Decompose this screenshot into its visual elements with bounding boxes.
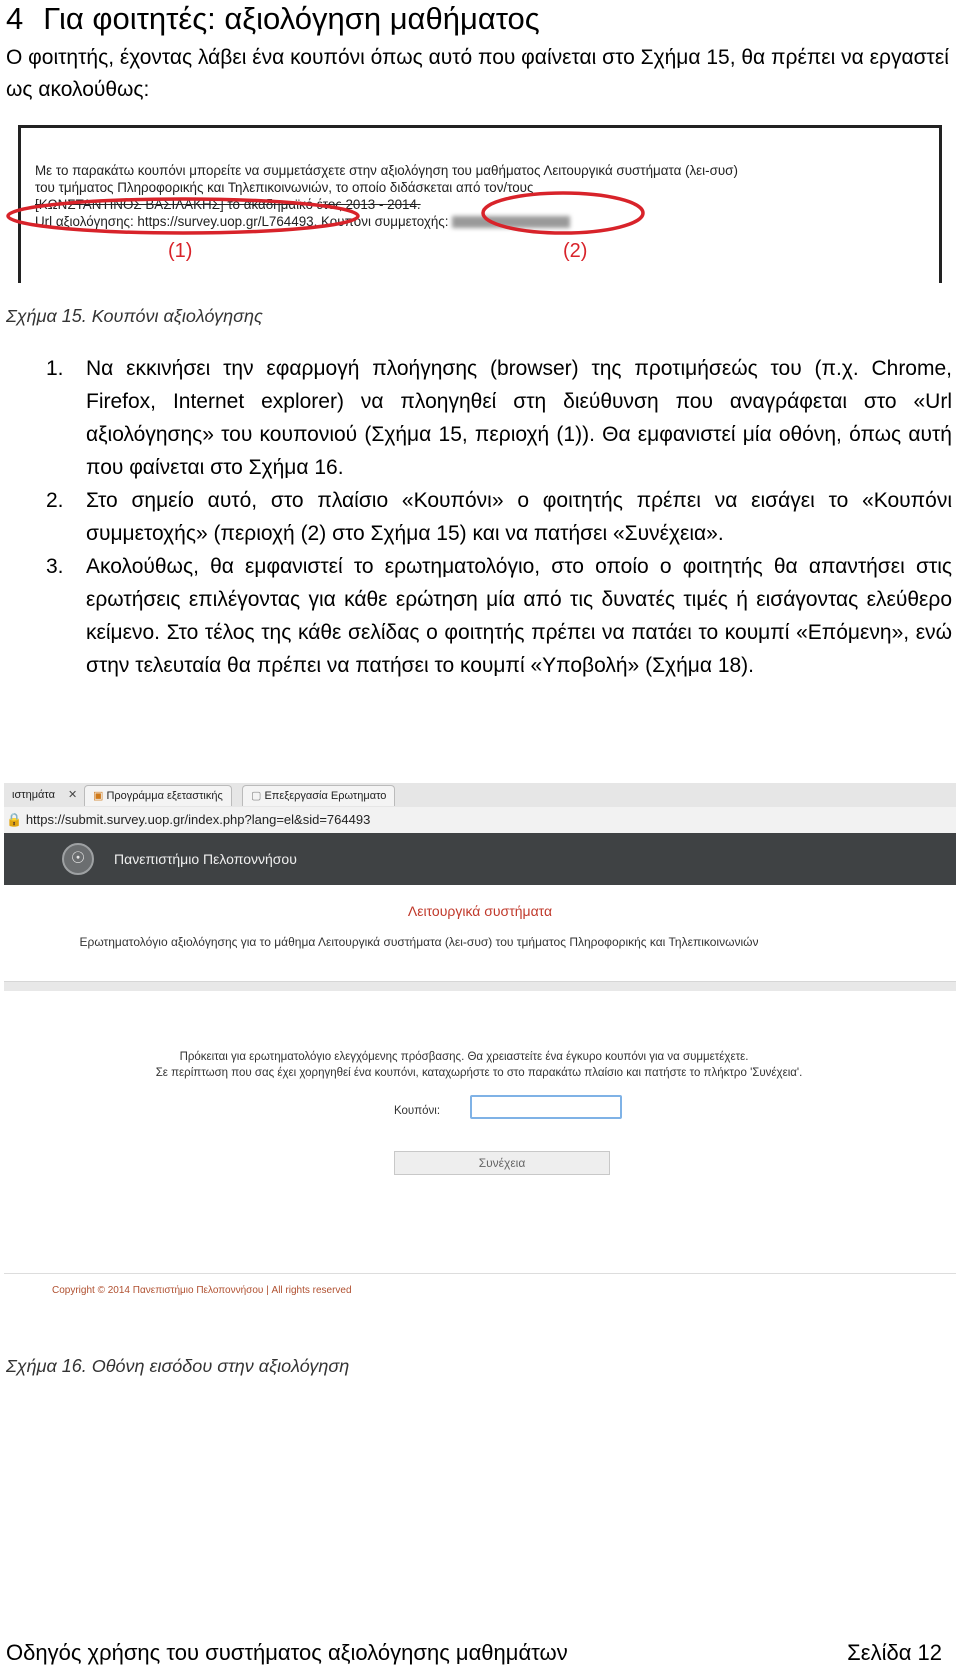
close-tab-icon[interactable]: ✕: [68, 789, 78, 801]
browser-tab[interactable]: ιστημάτα: [12, 789, 55, 801]
step-number: 2.: [46, 489, 64, 512]
coupon-url-line: Url αξιολόγησης: https://survey.uop.gr/L764493. Κουπόνι συμμετοχής:: [35, 214, 449, 229]
label-2: (2): [563, 240, 588, 262]
coupon-input[interactable]: [470, 1095, 622, 1119]
coupon-label: Κουπόνι:: [394, 1105, 441, 1117]
footer-title: Οδηγός χρήσης του συστήματος αξιολόγησης μαθημάτων: [6, 1640, 568, 1665]
page-footer-divider: [4, 1273, 956, 1274]
continue-button[interactable]: Συνέχεια: [394, 1151, 610, 1175]
browser-tab[interactable]: ▣ Προγράμμα εξεταστικής: [84, 785, 232, 806]
survey-subtitle: Ερωτηματολόγιο αξιολόγησης για το μάθημα Λειτουργικά συστήματα (λει-συσ) του τμήματος Πληροφορικής και Τηλεπικοινωνιών: [79, 935, 759, 949]
university-logo-icon: ☉: [62, 843, 94, 875]
intro-paragraph: Ο φοιτητής, έχοντας λάβει ένα κουπόνι όπως αυτό που φαίνεται στο Σχήμα 15, θα πρέπει να εργαστεί ως ακολούθως:: [6, 46, 949, 101]
page-icon: ▢: [251, 790, 262, 802]
lock-icon: 🔒: [6, 812, 23, 827]
address-bar[interactable]: [4, 807, 956, 834]
step-number: 3.: [46, 555, 64, 578]
step-text: Ακολούθως, θα εμφανιστεί το ερωτηματολόγιο, στο οποίο ο φοιτητής θα απαντήσει στις ερωτήσεις επιλέγοντας για κάθε ερώτηση μία από τις δυνατές τιμές ή εισάγοντας ελεύθερο κείμενο. Στο τέλος της κάθε σελίδας ο φοιτητής πρέπει να πατάει το κουμπί «Επόμενη», ενώ στην τελευταία θα πρέπει να πατήσει το κουμπί «Υποβολή» (Σχήμα 18).: [86, 555, 952, 677]
figure15-caption: Σχήμα 15. Κουπόνι αξιολόγησης: [6, 306, 263, 326]
coupon-line-3: [ΚΩΝΣΤΑΝΤΙΝΟΣ ΒΑΣΙΛΑΚΗΣ] το ακαδημαϊκό έτος 2013 - 2014.: [35, 197, 421, 212]
figure16-caption: Σχήμα 16. Οθόνη εισόδου στην αξιολόγηση: [6, 1356, 350, 1376]
login-panel: [4, 991, 956, 1333]
browser-tab[interactable]: ▢ Επεξεργασία Ερωτηματο: [242, 785, 395, 806]
address-url[interactable]: https://submit.survey.uop.gr/index.php?lang=el&sid=764493: [25, 812, 371, 827]
copyright-text: Copyright © 2014 Πανεπιστήμιο Πελοποννήσου | All rights reserved: [52, 1285, 352, 1296]
page-footer: [6, 1635, 956, 1671]
section-heading: [6, 0, 540, 38]
page-icon: ▣: [93, 790, 104, 802]
coupon-figure: [18, 125, 942, 283]
login-screen-figure: [4, 783, 956, 1333]
section-number: 4: [6, 1, 24, 36]
ellipse-url: [8, 199, 358, 233]
access-message-2: Σε περίπτωση που σας έχει χορηγηθεί ένα κουπόνι, καταχωρήστε το στο παρακάτω πλαίσιο και πατήστε το πλήκτρο 'Συνέχεια'.: [155, 1067, 803, 1079]
site-name: Πανεπιστήμιο Πελοποννήσου: [114, 851, 297, 867]
section-title: Για φοιτητές: αξιολόγηση μαθήματος: [43, 1, 540, 36]
course-title: Λειτουργικά συστήματα: [407, 903, 553, 919]
step-text: Στο σημείο αυτό, στο πλαίσιο «Κουπόνι» ο φοιτητής πρέπει να εισάγει το «Κουπόνι συμμετοχής» (περιοχή (2) στο Σχήμα 15) και να πατήσει «Συνέχεια».: [86, 489, 952, 545]
ellipse-coupon: [483, 193, 643, 233]
coupon-line-2: του τμήματος Πληροφορικής και Τηλεπικοινωνιών, το οποίο διδάσκεται από τον/τους: [35, 180, 534, 195]
label-1: (1): [168, 240, 193, 262]
survey-title-panel: [4, 885, 956, 982]
browser-tabbar: [4, 783, 956, 808]
highlight-ellipses: [3, 125, 927, 285]
site-header: [4, 833, 956, 885]
access-message-1: Πρόκειται για ερωτηματολόγιο ελεγχόμενης πρόσβασης. Θα χρειαστείτε ένα έγκυρο κουπόνι για να συμμετέχετε.: [179, 1051, 749, 1063]
step-number: 1.: [46, 357, 64, 380]
coupon-line-1: Με το παρακάτω κουπόνι μπορείτε να συμμετάσχετε στην αξιολόγηση του μαθήματος Λειτουργικά συστήματα (λει-συσ): [35, 163, 738, 178]
step-text: Να εκκινήσει την εφαρμογή πλοήγησης (browser) της προτιμήσεώς του (π.χ. Chrome, Firefox, Internet explorer) να πλοηγηθεί στη διεύθυνση που αναγράφεται στο «Url αξιολόγησης» του κουπονιού (Σχήμα 15, περιοχή (1)). Θα εμφανιστεί μία οθόνη, όπως αυτή που φαίνεται στο Σχήμα 16.: [86, 357, 952, 479]
page-number: Σελίδα 12: [847, 1640, 942, 1665]
